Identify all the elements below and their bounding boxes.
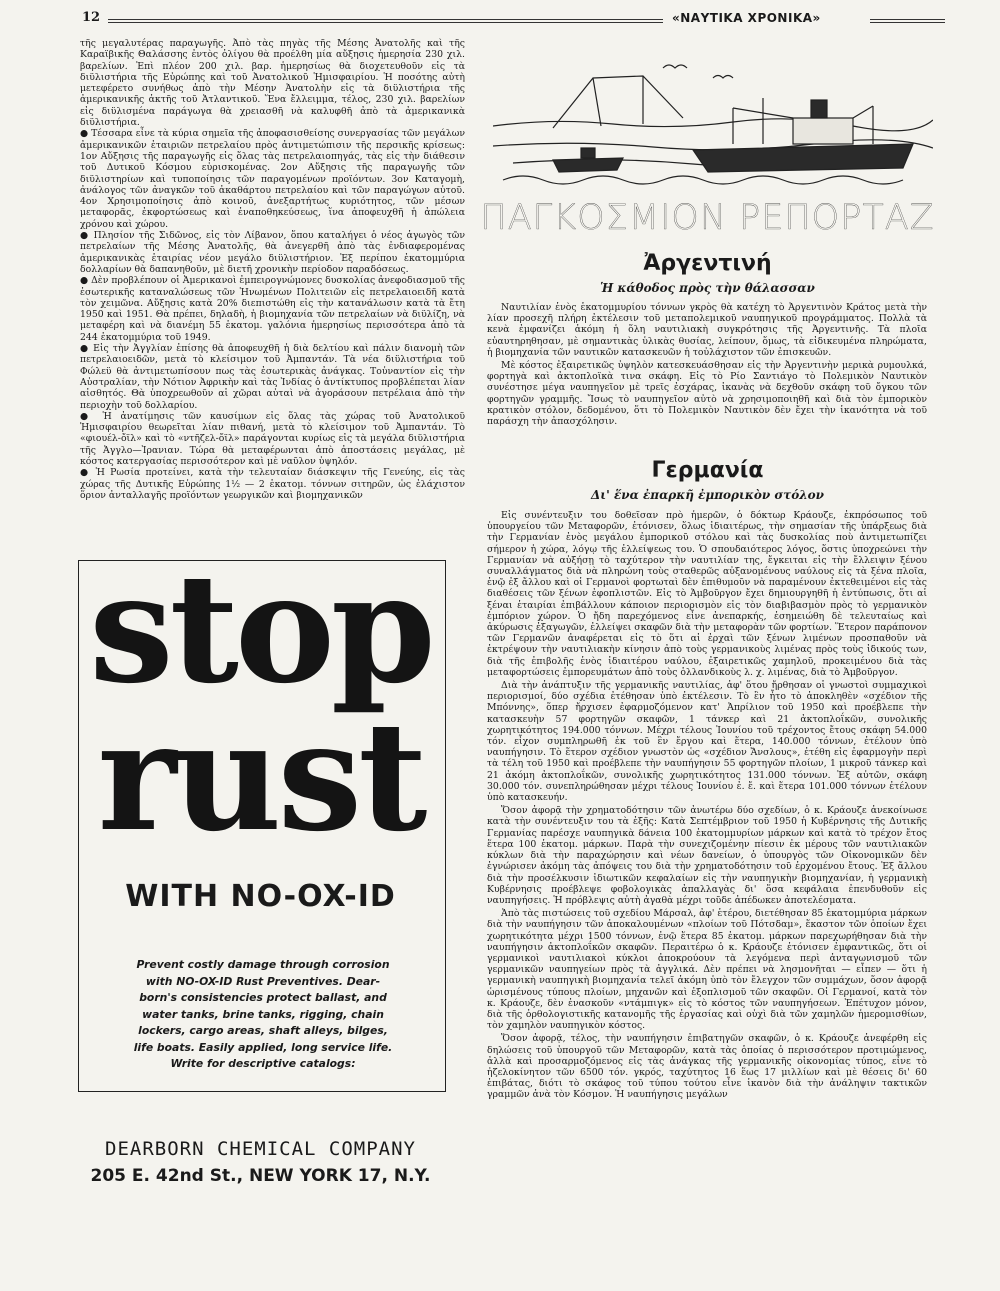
left-paragraph: ● Δὲν προβλέπουν οἱ Ἀμερικανοὶ ἐμπειρογνώμονες δυσκολίας ἀνεφοδιασμοῦ τῆς ἐσωτερικῆς καταναλώσεως τῶν Ἡνωμένων Πολιτειῶν εἰς πετρελαιοειδῆ κατὰ τὸν χειμῶνα. Αὔξησις κατὰ 20% διεπιστώθη εἰς τὴν κατανάλωσιν κατὰ τὰ ἔτη 1950 καὶ 1951. Θὰ πρέπει, δηλαδὴ, ἡ βιομηχανία τῶν πετρελαίων νὰ διϋλίζη, νὰ μεταφέρη καὶ νὰ διανέμη 55 ἑκατομ. γαλόνια ἡμερησίως περισσότερα ἀπὸ τὰ 244 ἑκατομμύρια τοῦ 1949.: [80, 275, 466, 343]
article-paragraph: Εἰς συνέντευξιν του δοθεῖσαν πρὸ ἡμερῶν, ὁ δόκτωρ Κράουζε, ἐκπρόσωπος τοῦ ὑπουργείου τῶν Μεταφορῶν, ἐτόνισεν, ὅλως ἰδιαιτέρως, τὴν σημασίαν τῆς ὑπάρξεως διὰ τὴν Γερμανίαν ἑνὸς μεγάλου ἐμπορικοῦ στόλου καὶ τὰς δυσκολίας ποὺ ἀντιμετωπίζει σήμερον ἡ χώρα, λόγῳ τῆς ἐλλείψεως του. Ὁ σπουδαιότερος λόγος, ὅστις ὑποχρεώνει τὴν Γερμανίαν νὰ αὐξήσῃ τὸ ταχύτερον τὴν ναυτιλίαν της, ἔγκειται εἰς τὴν ἔλλειψιν ξένου συναλλάγματος διὰ νὰ πληρώνη τοὺς σταθερῶς αὐξανομένους ναύλους εἰς τὰ ξένα πλοῖα, ἐνῷ ἐξ ἄλλου καὶ οἱ Γερμανοὶ φορτωταὶ δὲν ἐπιθυμοῦν νὰ παραμένουν ἐκτεθειμένοι εἰς τὰς διαθέσεις τῶν ξένων ἐφοπλιστῶν. Εἰς τὸ Ἀμβοῦργον ἔχει δημιουργηθῆ ἡ ἐντύπωσις, ὅτι αἱ ξέναι ἑταιρίαι ἐπιβάλλουν κάποιον περιορισμὸν εἰς τὸν διαβιβασμὸν πρὸς τὸ γερμανικὸν ἐμπόριον χώρον. Ὁ ἤδη παρεχόμενος εἶνε ἀνεπαρκής, ἐσημειώθη δὲ τελευταίως καὶ ἀκύρωσις ἐξαγωγῶν, ἐλλείψει σκαφῶν διὰ τὴν μεταφορὰν τῶν φορτίων. Ἕτερον παράπονον τῶν Γερμανῶν ἀναφέρεται εἰς τὸ ὅτι αἱ ἐρχαὶ τῶν ξένων λιμένων προσπαθοῦν νὰ ἐκτρέψουν τὴν ναυτιλιακὴν κίνησιν ἀπὸ τοὺς γερμανικοὺς λιμένας πρὸς τοὺς ἰδικούς των, διὰ τῆς ἐπιβολῆς ἑνὸς ἰδιαιτέρου ναύλου, ἐξαιρετικῶς χαμηλοῦ, προκειμένου διὰ τὰς μεταφορτώσεις ἐμπορευμάτων ἀπὸ τοὺς ὁλλανδικοὺς λ. χ. λιμένας, διὰ τὸ Ἀμβοῦργον.: [487, 510, 927, 678]
ship-illustration: [493, 48, 933, 193]
left-paragraph: τῆς μεγαλυτέρας παραγωγῆς. Ἀπὸ τὰς πηγὰς τῆς Μέσης Ἀνατολῆς καὶ τῆς Καραϊβικῆς Θαλάσσης ἐντὸς ὀλίγου θὰ προέλθη μία αὔξησις ἡμερησία 230 χιλ. βαρελίων. Ἐπὶ πλέον 200 χιλ. βαρ. ἡμερησίως θὰ διοχετευθοῦν εἰς τὰ διϋλιστήρια τῆς Εὐρώπης καὶ τοῦ Ἀνατολικοῦ Ἡμισφαιρίου. Ἡ ποσότης αὐτὴ μετεφέρετο συνήθως ἀπὸ τὴν Μέσην Ἀνατολὴν εἰς τὰ διϋλιστήρια τῆς ἀμερικανικῆς ἀκτῆς τοῦ Ἀτλαντικοῦ. Ἕνα ἔλλειμμα, τέλος, 230 χιλ. βαρελίων εἰς διϋλισμένα παράγωγα θὰ χρειασθῆ νὰ καλυφθῆ ἀπὸ τὰ ἀμερικανικὰ διϋλιστήρια.: [80, 38, 465, 129]
article-paragraph: Ὅσον ἀφορᾷ, τέλος, τὴν ναυπήγησιν ἐπιβατηγῶν σκαφῶν, ὁ κ. Κράουζε ἀνεφέρθη εἰς δηλώσεις τοῦ ὑπουργοῦ τῶν Μεταφορῶν, κατὰ τὰς ὁποίας ὁ περισσότερον προτιμώμενος, ἀλλὰ καὶ προσαρμοζόμενος εἰς τὰς ἀνάγκας τῆς γερμανικῆς οἰκονομίας τύπος, εἶνε τὸ ἠζελοκίνητον τῶν 6500 τόν. γκρός, ταχύτητος 16 ἕως 17 μιλλίων καὶ μὲ θέσεις δι' 60 ἐπιβάτας, διότι τὸ σκάφος τοῦ τύπου τούτου εἶνε ἱκανὸν διὰ τὴν ἀνάληψιν τακτικῶν γραμμῶν ἀνὰ τὸν Κόσμον. Ἡ ναυπήγησις μεγάλων: [487, 1033, 927, 1101]
article-heading-germany: Γερμανία: [651, 458, 764, 483]
article-paragraph: Μὲ κόστος ἐξαιρετικῶς ὑψηλὸν κατεσκευάσθησαν εἰς τὴν Ἀργεντινὴν μερικὰ ρυμουλκά, φορτηγὰ καὶ ἀκτοπλοϊκὰ τινα σκάφη. Εἰς τὸ Ρίο Σαντιάγο τὸ Πολεμικὸν Ναυτικὸν συνέστησε μέγα ναυπηγεῖον μὲ τρεῖς ἐσχάρας, ἱκανὰς νὰ δεχθοῦν σκάφη τοῦ ὄγκου τῶν φορτηγῶν γραμμῆς. Ἴσως τὸ ναυπηγεῖον αὐτὸ νὰ χρησιμοποιηθῆ καὶ διὰ τὸν ἐμπορικὸν κρατικὸν στόλον, δεδομένου, ὅτι τὸ Πολεμικὸν Ναυτικὸν δὲν ἔχει τὴν ἱκανότητα νὰ τοῦ παράσχη τὴν ἀπασχόλησιν.: [487, 360, 927, 428]
ad-headline-stop: stop: [89, 541, 432, 717]
page-number: 12: [82, 10, 101, 25]
ad-headline-rust: rust: [97, 689, 424, 865]
article-subheading-germany: Δι' ἕνα ἐπαρκῆ ἐμπορικὸν στόλον: [590, 488, 824, 502]
advertisement: [68, 541, 453, 1186]
page-header: [60, 10, 940, 30]
left-paragraph: ● Πλησίον τῆς Σιδῶνος, εἰς τὸν Λίβανον, ὅπου καταλήγει ὁ νέος ἀγωγὸς τῶν πετρελαίων τῆς Μέσης Ἀνατολῆς, θὰ ἀνεγερθῆ ἀπὸ τὰς ἐνδιαφερομένας ἀμερικανικὰς ἑταιρίας νέον μεγάλο διϋλιστήριον. Ἐξ περίπου ἑκατομμύρια δολλαρίων θὰ δαπανηθοῦν, μὲ διετῆ χρονικὴν περίοδον παραδόσεως.: [80, 230, 465, 275]
article-paragraph: Ἀπὸ τὰς πιστώσεις τοῦ σχεδίου Μάρσαλ, ἀφ' ἑτέρου, διετέθησαν 85 ἑκατομμύρια μάρκων διὰ τὴν ναυπήγησιν τῶν ἀποκαλουμένων «πλοίων τοῦ Πότσδαμ», ἕκαστον τῶν ὁποίων ἔχει χωρητικότητα μέχρι 1500 τόννων, ἐνῷ ἕτερα 85 ἑκατομ. μάρκων παρεχωρήθησαν διὰ τὴν ναυπήγησιν ἀκτοπλοΐκῶν σκαφῶν. Περαιτέρω ὁ κ. Κράουζε ἐτόνισεν ἐμφαντικῶς, ὅτι οἱ γερμανικοὶ ναυτιλιακοὶ κύκλοι ἀποκρούουν τὰ λεγόμενα περὶ ἀνταγωνισμοῦ τῶν γερμανικῶν ναυπηγείων πρὸς τὰ ἀγγλικά. Δὲν πρέπει νὰ λησμονῆται — εἶπεν — ὅτι ἡ γερμανικὴ ναυπηγικὴ βιομηχανία τελεῖ ἀκόμη ὑπὸ τὸν ἔλεγχον τῶν συμμάχων, ὅσον ἀφορᾷ ὡρισμένους τύπους πλοίων, μηχανῶν καὶ ἐξοπλισμοῦ τῶν σκαφῶν. Οἱ Γερμανοί, κατὰ τὸν κ. Κράουζε, δὲν ἐνασκοῦν «ντάμπιγκ» εἰς τὸ κόστος τῶν ναυπηγήσεων. Ἐπέτυχον μόνον, διὰ τῆς ὀρθολογιστικῆς κατανομῆς τῆς ἐργασίας καὶ οὐχὶ διὰ τῶν χαμηλῶν ἡμερομισθίων, τὸν χαμηλὸν ναυπηγικὸν κόστος.: [487, 908, 927, 1032]
article-body-germany: [487, 510, 927, 1103]
header-rule-left: [108, 19, 663, 23]
header-rule-right: [870, 19, 945, 23]
article-paragraph: Ναυτιλίαν ἑνὸς ἑκατομμυρίου τόννων γκρὸς θὰ κατέχη τὸ Ἀργεντινὸν Κράτος μετὰ τὴν λίαν προσεχῆ πλήρη ἐκτέλεσιν τοῦ μεταπολεμικοῦ ναυπηγικοῦ προγράμματος. Πολλὰ τὰ κενὰ ἐμφανίζει ἀκόμη ἡ ὅλη ναυτιλιακὴ συγκρότησις τῆς Ἀργεντινῆς. Τὰ πλοῖα εὐαυτηρηθησαν, μὲ σημαντικὰς ὑλικὰς θυσίας, λείπουν, ὅμως, τὰ εἰδικευμένα πληρώματα, ἡ βιομηχανία τῶν ναυτικῶν κατασκευῶν ἡ τοὐλάχιστον τῶν ἐπισκευῶν.: [487, 302, 927, 358]
ad-description-line: born's consistencies protect ballast, and: [139, 991, 387, 1004]
ad-description-line: lockers, cargo areas, shaft alleys, bilges,: [138, 1024, 388, 1037]
right-column: [475, 38, 945, 1283]
ad-company-name: DEARBORN CHEMICAL COMPANY: [105, 1138, 416, 1160]
article-subheading-argentina: Ἡ κάθοδος πρὸς τὴν θάλασσαν: [600, 281, 815, 295]
ad-description-line: with NO-OX-ID Rust Preventives. Dear-: [145, 974, 381, 988]
ad-description-line: Write for descriptive catalogs:: [170, 1057, 356, 1070]
left-paragraph: ● Ἡ ἀνατίμησις τῶν καυσίμων εἰς ὅλας τὰς χώρας τοῦ Ἀνατολικοῦ Ἡμισφαιρίου θεωρεῖται λίαν πιθανή, μετὰ τὸ κλείσιμον τοῦ Ἀμπαντάν. Τὸ «φιουέλ-ὄϊλ» καὶ τὸ «ντῆζελ-ὄϊλ» παράγονται κυρίως εἰς τὰ μεγάλα διϋλιστήρια τῆς Ἀγγλο—Ἰρανιαν. Τώρα θὰ μεταφέρωνται ἀπὸ ἀποστάσεις μεγάλας, μὲ κόστος κατεργασίας περισσότερον καὶ μὲ ναῦλον ὑψηλόν.: [80, 410, 465, 467]
article-paragraph: Ὅσον ἀφορᾷ τὴν χρηματοδότησιν τῶν ἀνωτέρω δύο σχεδίων, ὁ κ. Κράουζε ἀνεκοίνωσε κατὰ τὴν συνέντευξιν του τὰ ἑξῆς: Κατὰ Σεπτέμβριον τοῦ 1950 ἡ Κυβέρνησις τῆς Δυτικῆς Γερμανίας παρέσχε ναυπηγικὰ δάνεια 100 ἑκατομμυρίων μάρκων καὶ κατὰ τὸ τρέχον ἔτος ἕτερα 100 ἑκατομ. μάρκων. Παρὰ τὴν συνεχιζομένην πίεσιν ἐκ μέρους τῶν ναυτιλιακῶν κύκλων διὰ τὴν παραχώρησιν καὶ νέων δανείων, ὁ ὑπουργὸς τῶν Οἰκονομικῶν δὲν ἐγνώρισεν ἀκόμη τὰς ἀπόψεις του διὰ τὴν χρηματοδότησιν τοῦ ἐρχομένου ἔτους. Ἐξ ἄλλου διὰ τὴν προσέλκυσιν ἰδιωτικῶν κεφαλαίων εἰς τὴν ναυπηγικὴν βιομηχανίαν, ἡ γερμανικὴ Κυβέρνησις προέβλεψε φοβολογικὰς ἀπαλλαγὰς δι' ὅσα κεφάλαια ἐπενδυθοῦν εἰς ναυπηγήσεις. Ἡ πρόβλεψις αὐτὴ ἀγαθὰ μέχρι τοῦδε ἀπέδωκεν ἀποτελέσματα.: [487, 805, 927, 906]
ad-description: [108, 957, 418, 1073]
section-title: ΠΑΓΚΟΣΜΙΟΝ ΡΕΠΟΡΤΑΖ: [480, 198, 935, 238]
ad-description-line: life boats. Easily applied, long service life.: [133, 1040, 393, 1054]
ad-company-address: 205 E. 42nd St., NEW YORK 17, N.Y.: [90, 1166, 431, 1186]
article-heading-argentina: Ἀργεντινή: [643, 251, 772, 276]
publication-title: «ΝΑΥΤΙΚΑ ΧΡΟΝΙΚΑ»: [672, 11, 821, 25]
article-paragraph: Διὰ τὴν ἀνάπτυξιν τῆς γερμανικῆς ναυτιλίας, ἀφ' ὅτου ἤρθησαν οἱ γνωστοὶ συμμαχικοὶ περιορισμοί, δύο σχέδια ἐτέθησαν ὑπὸ ἐκτέλεσιν. Τὸ ἓν ἦτο τὸ ἀποκληθὲν «σχέδιον τῆς Μπόννης», ὅπερ ἤρχισεν ἐφαρμοζόμενον κατ' Ἀπρίλιον τοῦ 1950 καὶ προέβλεπε τὴν κατασκευὴν 57 φορτηγῶν σκαφῶν, 1 τάνκερ καὶ 21 ἀκτοπλοΐκῶν, συνολικῆς χωρητικότητος 194.000 τόννων. Μέχρι τέλους Ἰουνίου τοῦ τρέχοντος ἔτους σκάφη 54.000 τόν. εἶχον συμπληρωθῆ ἐκ τοῦ ἓν ἔργου καὶ ἕτερα, 140.000 τόννων, ἐτέλουν ὑπὸ ναυπήγησιν. Τὸ ἕτερον σχέδιον γνωστὸν ὡς «σχέδιον Ἄνσλους», ἐτέθη εἰς ἐφαρμογὴν περὶ τὰ τέλη τοῦ 1950 καὶ προέβλεπε τὴν ναυπήγησιν 55 φορτηγῶν πλοίων, 1 μικροῦ τάνκερ καὶ 21 ἀκόμη ἀκτοπλοΐκῶν, συνολικῆς χωρητικότητος 131.000 τόννων. Ἐξ αὐτῶν, σκάφη 30.000 τόν. συνεπληρώθησαν μέχρι τέλους Ἰουνίου ἐ. ἔ. καὶ ἕτερα 101.000 τόννων ἐτέλουν ὑπὸ κατασκευήν.: [487, 680, 927, 804]
left-paragraph: ● Εἰς τὴν Ἀγγλίαν ἐπίσης θὰ ἀποφευχθῆ ἡ διὰ δελτίου καὶ πάλιν διανομὴ τῶν πετρελαιοειδῶν, μετὰ τὸ κλείσιμον τοῦ Ἀμπαντάν. Τὰ νέα διϋλιστήρια τοῦ Φώλεϋ θὰ ἀντιμετωπίσουν πως τὰς ἐσωτερικὰς ἀνάγκας. Τοὐναντίον εἰς τὴν Αὐστραλίαν, τὴν Νότιον Ἀφρικὴν καὶ τὰς Ἰνδίας ὁ ἀντίκτυπος προβλέπεται λίαν αἰσθητός. Θὰ ὑποχρεωθοῦν αἱ χῶραι αὐταὶ νὰ ἀγοράσουν πετρέλαια ἀπὸ τὴν περιοχὴν τοῦ δολλαρίου.: [80, 343, 465, 411]
article-body-argentina: [487, 302, 927, 429]
ad-description-line: Prevent costly damage through corrosion: [136, 958, 390, 971]
left-column-text: [80, 38, 465, 501]
ad-description-line: water tanks, brine tanks, rigging, chain: [142, 1007, 384, 1021]
ad-tagline: WITH NO-OX-ID: [125, 879, 396, 914]
left-paragraph: ● Ἡ Ρωσία προτείνει, κατὰ τὴν τελευταίαν διάσκεψιν τῆς Γενεύης, εἰς τὰς χώρας τῆς Δυτικῆς Εὐρώπης 1½ — 2 ἑκατομ. τόννων σιτηρῶν, ὡς ἐλάχιστον ὅριον ἀνταλλαγῆς προϊόντων γεωργικῶν καὶ βιομηχανικῶν: [80, 467, 465, 501]
left-paragraph: ● Τέσσαρα εἶνε τὰ κύρια σημεῖα τῆς ἀποφασισθείσης συνεργασίας τῶν μεγάλων ἀμερικανικῶν ἑταιριῶν πετρελαίου πρὸς ἀντιμετώπισιν τῆς περσικῆς κρίσεως: 1ον Αὔξησις τῆς παραγωγῆς εἰς ὅλας τὰς πετρελαιοπηγάς, τὰς εἰς τὴν διάθεσιν τοῦ Δυτικοῦ Κόσμου εὑρισκομένας. 2ον Αὔξησις τῆς παραγωγῆς τῶν διϋλιστηρίων καὶ τυποποίησις τῶν παραγομένων προϊόντων. 3ον Καταγομὴ, ἀνάλογος τῶν ἀναγκῶν τοῦ ἀκαθάρτου πετρελαίου καὶ τῶν παραγώγων αὐτοῦ. 4ον Χρησιμοποίησις ἀπὸ κοινοῦ, ἀνεξαρτήτως κυριότητος, τῶν μέσων μεταφορᾶς, ἐκφορτώσεως καὶ ἐναποθηκεύσεως, ἵνα ἀποφευχθῆ ἡ ἀπώλεια χρόνου καὶ χώρου.: [80, 128, 465, 230]
